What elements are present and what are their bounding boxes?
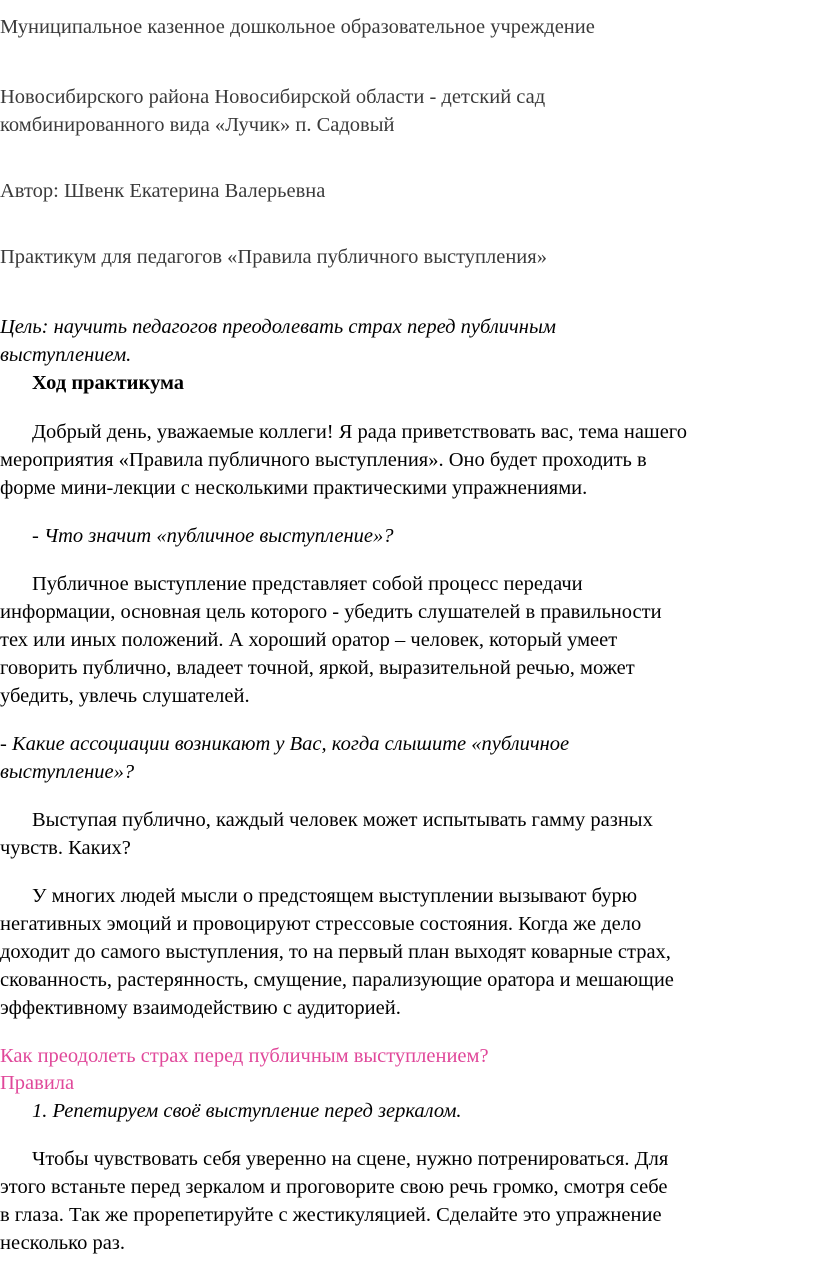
goal-line-1: Цель: научить педагогов преодолевать страх перед публичным [0,316,556,338]
paragraph-1-line-3: форме мини-лекции с несколькими практическими упражнениями. [0,477,588,499]
paragraph-2-line-2: информации, основная цель которого - убедить слушателей в правильности [0,601,662,623]
question-2-line-1: - Какие ассоциации возникают у Вас, когда слышите «публичное [0,733,570,755]
pink-heading: Как преодолеть страх перед публичным выступлением? [0,1045,489,1067]
paragraph-1-line-1: Добрый день, уважаемые коллеги! Я рада приветствовать вас, тема нашего [32,421,687,443]
paragraph-2-line-1: Публичное выступление представляет собой процесс передачи [32,573,583,595]
paragraph-2-line-3: тех или иных положений. А хороший оратор – человек, который умеет [0,629,618,651]
pink-rules-label: Правила [0,1072,75,1094]
rule-1: 1. Репетируем своё выступление перед зеркалом. [32,1100,462,1122]
goal-line-2: выступлением. [0,344,132,366]
paragraph-1-line-2: мероприятия «Правила публичного выступления». Оно будет проходить в [0,449,647,471]
author-line: Автор: Швенк Екатерина Валерьевна [0,180,326,202]
question-1: - Что значит «публичное выступление»? [32,525,394,547]
institution-line-3: комбинированного вида «Лучик» п. Садовый [0,114,395,136]
paragraph-3-line-2: чувств. Каких? [0,837,131,859]
paragraph-5-line-2: этого встаньте перед зеркалом и проговорите свою речь громко, смотря себе [0,1176,668,1198]
institution-line-1: Муниципальное казенное дошкольное образовательное учреждение [0,16,595,38]
institution-line-2: Новосибирского района Новосибирской области - детский сад [0,86,546,108]
paragraph-5-line-1: Чтобы чувствовать себя уверенно на сцене, нужно потренироваться. Для [32,1148,669,1170]
paragraph-4-line-2: негативных эмоций и провоцируют стрессовые состояния. Когда же дело [0,913,642,935]
paragraph-4-line-1: У многих людей мысли о предстоящем выступлении вызывают бурю [32,885,638,907]
paragraph-2-line-4: говорить публично, владеет точной, яркой, выразительной речью, может [0,657,635,679]
paragraph-3-line-1: Выступая публично, каждый человек может испытывать гамму разных [32,809,653,831]
paragraph-5-line-3: в глаза. Так же прорепетируйте с жестикуляцией. Сделайте это упражнение [0,1204,662,1226]
paragraph-5-line-4: несколько раз. [0,1232,126,1254]
paragraph-4-line-3: доходит до самого выступления, то на первый план выходят коварные страх, [0,941,671,963]
question-2-line-2: выступление»? [0,761,135,783]
paragraph-4-line-5: эффективному взаимодействию с аудиторией. [0,997,401,1019]
paragraph-2-line-5: убедить, увлечь слушателей. [0,685,250,707]
paragraph-4-line-4: скованность, растерянность, смущение, парализующие оратора и мешающие [0,969,674,991]
section-title: Ход практикума [32,372,185,394]
practicum-title: Практикум для педагогов «Правила публичного выступления» [0,246,547,268]
